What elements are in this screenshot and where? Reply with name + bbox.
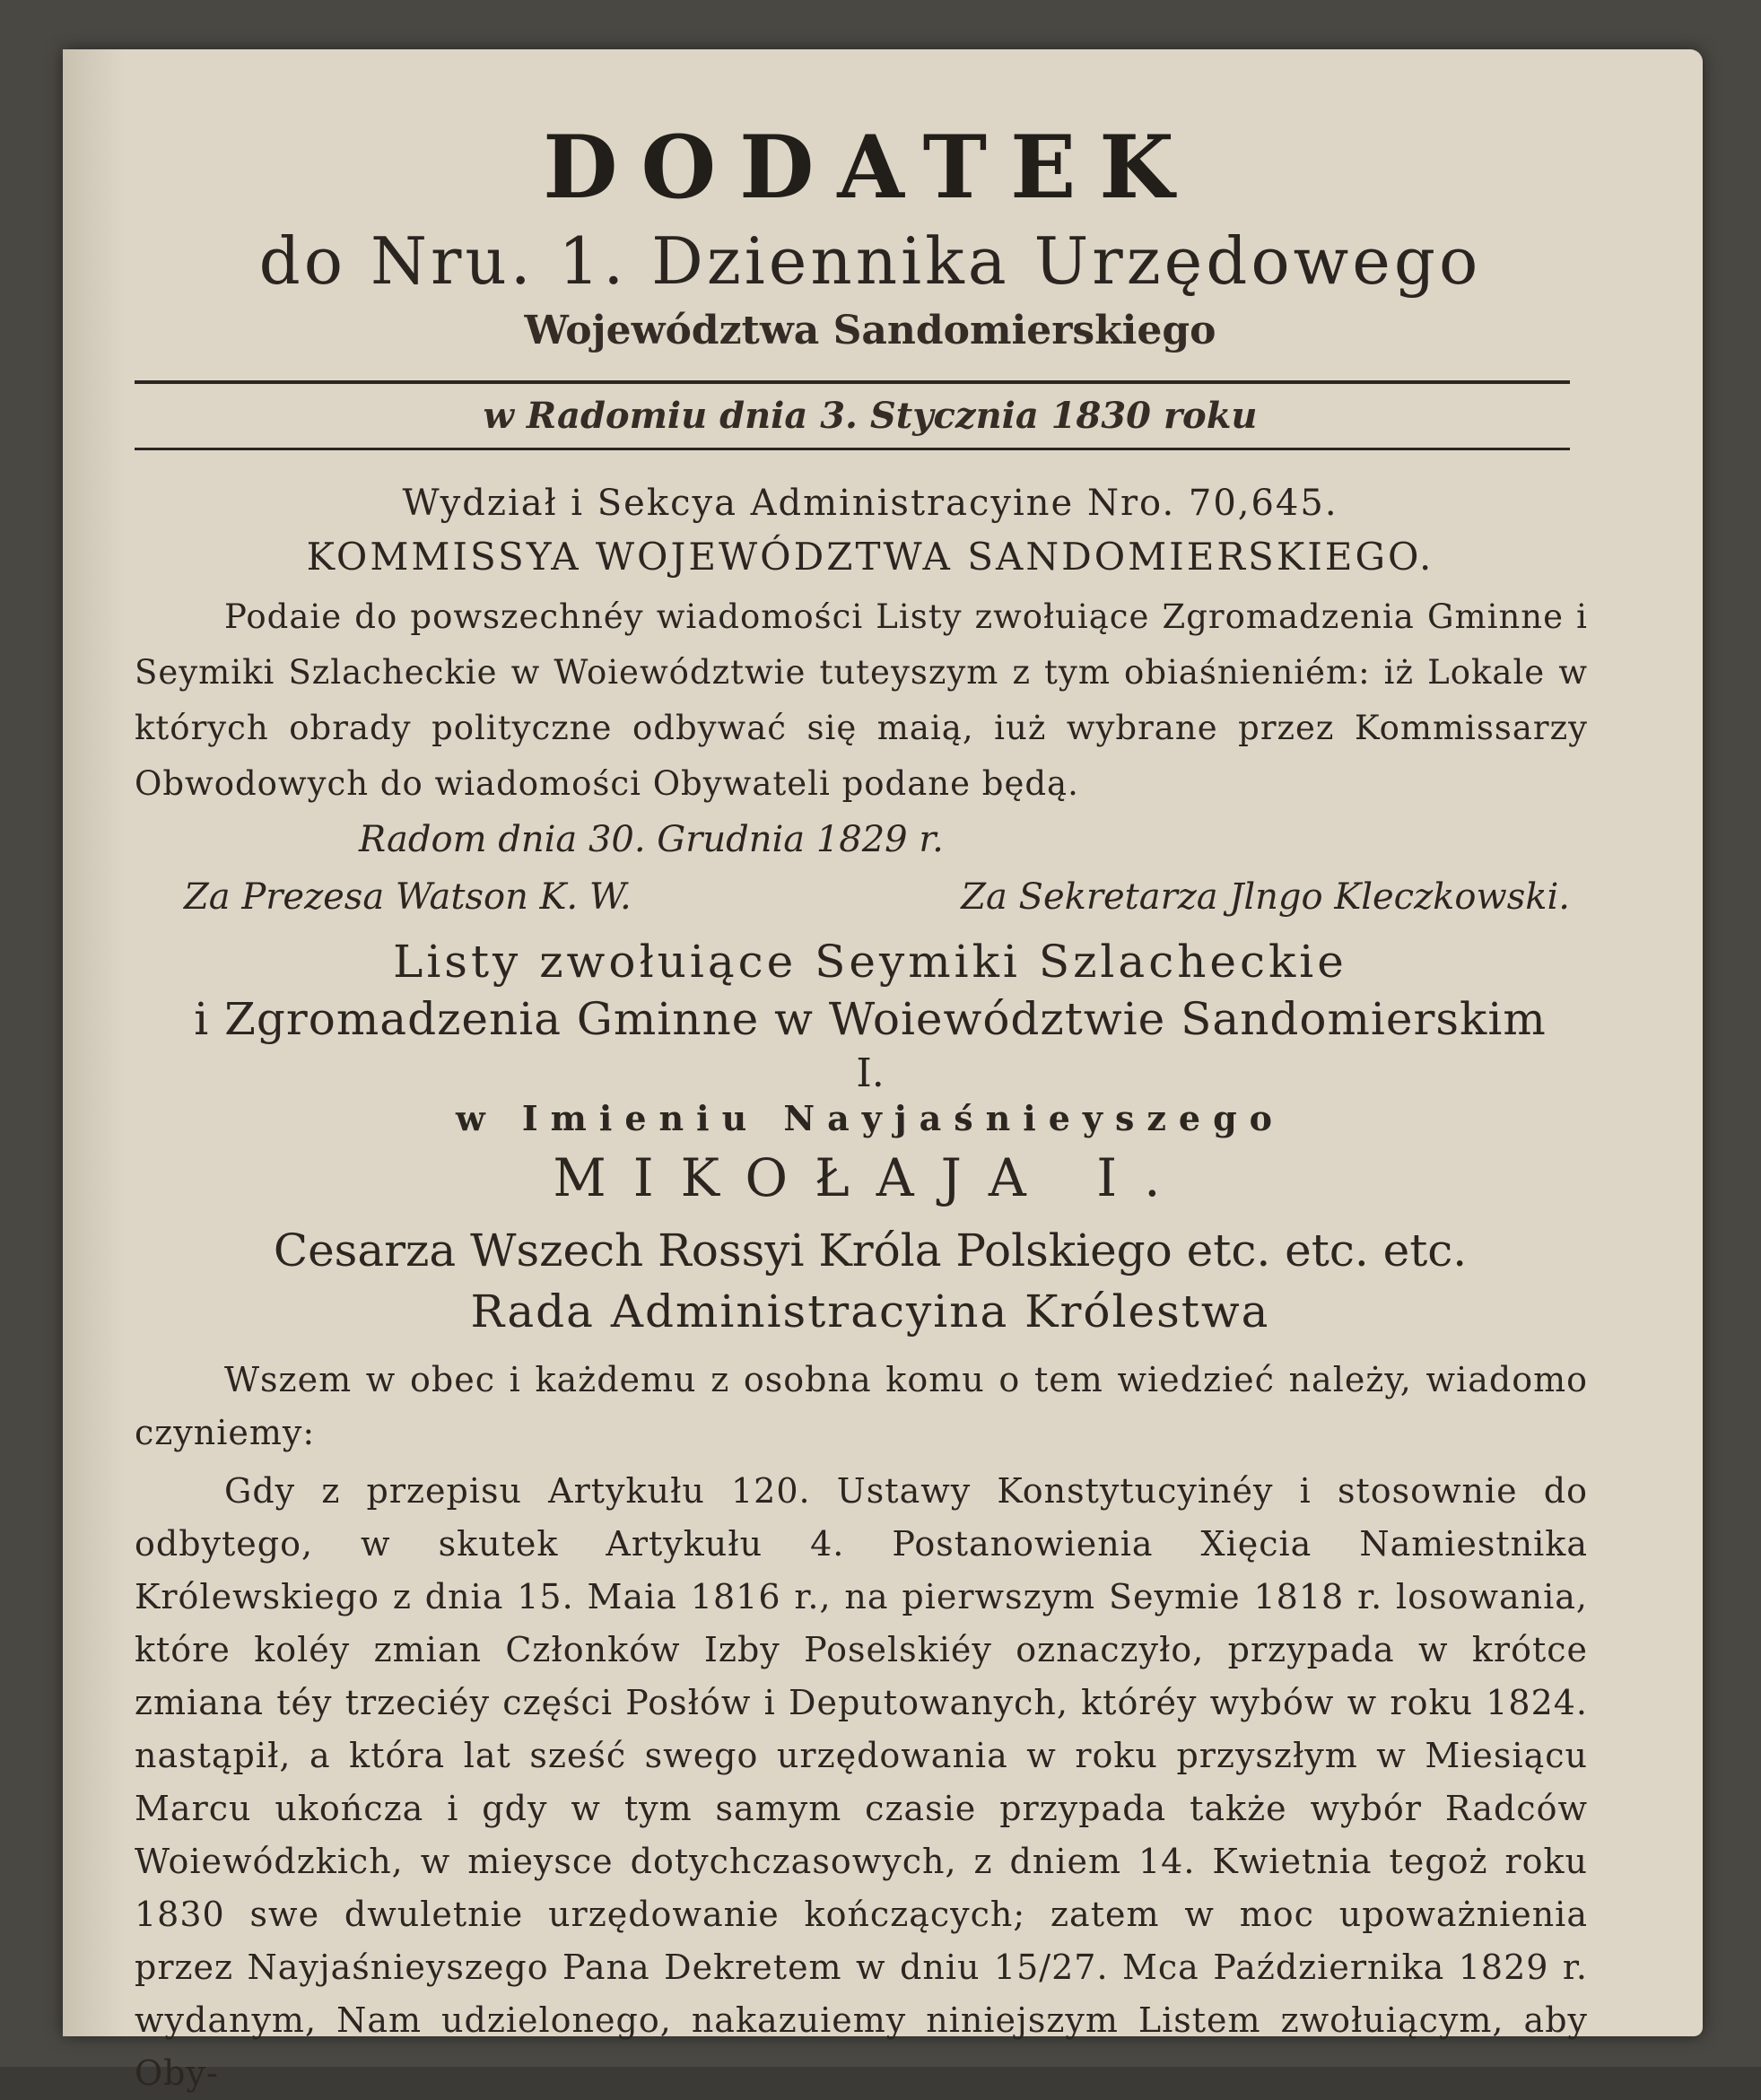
document-title: DODATEK [543, 117, 1198, 218]
document-subtitle: do Nru. 1. Dziennika Urzędowego [258, 223, 1482, 299]
department-line: Wydział i Sekcya Administracyine Nro. 70,645. [402, 483, 1338, 524]
signature-left: Za Prezesa Watson K. W. [184, 876, 632, 918]
document-page [63, 49, 1703, 2093]
dateline: w Radomiu dnia 3. Stycznia 1830 roku [483, 395, 1258, 437]
page-content [117, 76, 1624, 2100]
signature-right: Za Sekretarza Jlngo Kleczkowski. [961, 876, 1570, 918]
commission-heading: KOMMISSYA WOJEWÓDZTWA SANDOMIERSKIEGO. [306, 535, 1434, 579]
listy-heading-2: i Zgromadzenia Gminne w Woiewództwie Sandomierskim [194, 993, 1547, 1045]
body-paragraph-2: Gdy z przepisu Artykułu 120. Ustawy Konstytucyinéy i stosownie do odbytego, w skutek Artykułu 4. Postanowienia Xięcia Namiestnika Królewskiego z dnia 15. Maia 1816 r., na pierwszym Seymie 1818 r. losowania, które koléy zmian Członków Izby Poselskiéy oznaczyło, przypada w krótce zmiana téy trzeciéy części Posłów i Deputowanych, któréy wybów w roku 1824. nastąpił, a która lat sześć swego urzędowania w roku przyszłym w Miesiącu Marcu ukończa i gdy w tym samym czasie przypada także wybór Radców Woiewódzkich, w mieysce dotychczasowych, z dniem 14. Kwietnia tegoż roku 1830 swe dwuletnie urzędowanie kończących; zatem w moc upoważnienia przez Nayjaśnieyszego Pana Dekretem w dniu 15/27. Mca Października 1829 r. wydanym, Nam udzielonego, nakazuiemy niniejszym Listem zwołuiącym, aby Oby- [135, 1471, 1588, 2093]
monarch-title: Cesarza Wszech Rossyi Króla Polskiego etc. etc. etc. [273, 1224, 1468, 1277]
monarch-name: MIKOŁAJA I. [553, 1147, 1188, 1208]
listy-heading-1: Listy zwołuiące Seymiki Szlacheckie [393, 936, 1347, 988]
notice-paragraph: Podaie do powszechnéy wiadomości Listy zwołuiące Zgromadzenia Gminne i Seymiki Szlacheckie w Woiewództwie tuteyszym z tym obiaśnieniém: iż Lokale w których obrady polityczne odbywać się maią, iuż wybrane przez Kommissarzy Obwodowych do wiadomości Obywateli podane będą. [135, 597, 1588, 803]
council-line: Rada Administracyina Królestwa [470, 1285, 1270, 1338]
document-region: Województwa Sandomierskiego [524, 308, 1216, 353]
body-paragraph-1: Wszem w obec i każdemu z osobna komu o tem wiedzieć należy, wiadomo czyniemy: [135, 1360, 1588, 1452]
section-number: I. [856, 1050, 885, 1096]
imieniu-line: w Imieniu Nayjaśnieyszego [455, 1098, 1286, 1138]
signatures [184, 876, 1570, 918]
place-date: Radom dnia 30. Grudnia 1829 r. [359, 819, 944, 860]
bottom-rule [135, 448, 1570, 450]
